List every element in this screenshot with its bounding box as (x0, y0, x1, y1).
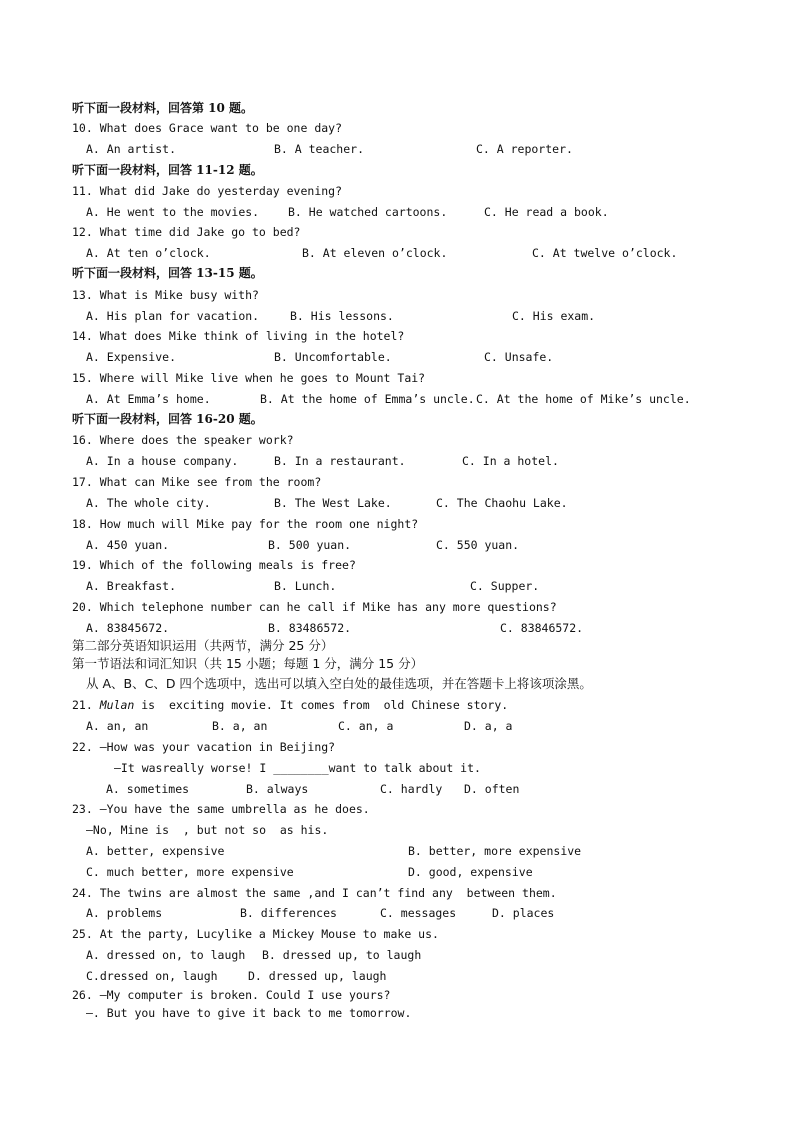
q25-option-b: B. dressed up, to laugh (262, 948, 422, 962)
section-heading-13: 听下面一段材料，回答 13-15 题。 (72, 266, 263, 280)
q18-option-a: A. 450 yuan. (86, 538, 170, 552)
question-13: 13. What is Mike busy with? (72, 288, 259, 302)
q16-option-b: B. In a restaurant. (274, 454, 406, 468)
question-18: 18. How much will Mike pay for the room one night? (72, 517, 419, 531)
q14-option-a: A. Expensive. (86, 350, 177, 364)
q14-option-b: B. Uncomfortable. (274, 350, 392, 364)
question-26-line-1: 26. —My computer is broken. Could I use yours? (72, 988, 391, 1002)
q10-option-a: A. An artist. (86, 142, 177, 156)
q16-option-c: C. In a hotel. (462, 454, 559, 468)
question-16: 16. Where does the speaker work? (72, 433, 294, 447)
q25-option-c: C.dressed on, laugh (86, 969, 218, 983)
q10-option-c: C. A reporter. (476, 142, 573, 156)
q22-option-a: A. sometimes (106, 782, 190, 796)
q18-option-b: B. 500 yuan. (268, 538, 352, 552)
q15-option-c: C. At the home of Mike’s uncle. (476, 392, 691, 406)
q13-option-b: B. His lessons. (290, 309, 394, 323)
q23-option-a: A. better, expensive (86, 844, 225, 858)
question-24: 24. The twins are almost the same ,and I can’t find any between them. (72, 886, 557, 900)
question-23-line-1: 23. —You have the same umbrella as he does. (72, 802, 370, 816)
q12-option-a: A. At ten o’clock. (86, 246, 211, 260)
q18-option-c: C. 550 yuan. (436, 538, 520, 552)
q21-option-a: A. an, an (86, 719, 149, 733)
q24-option-b: B. differences (240, 906, 337, 920)
q23-option-b: B. better, more expensive (408, 844, 582, 858)
question-19: 19. Which of the following meals is free? (72, 558, 356, 572)
question-17: 17. What can Mike see from the room? (72, 475, 322, 489)
q24-option-d: D. places (492, 906, 555, 920)
question-21 (72, 698, 508, 712)
q23-option-c: C. much better, more expensive (86, 865, 294, 879)
q13-option-a: A. His plan for vacation. (86, 309, 260, 323)
q17-option-b: B. The West Lake. (274, 496, 392, 510)
q13-option-c: C. His exam. (512, 309, 596, 323)
q21-rest: is exciting movie. It comes from old Chinese story. (134, 698, 509, 712)
q20-option-b: B. 83486572. (268, 621, 352, 635)
q21-option-b: B. a, an (212, 719, 268, 733)
section-heading-11: 听下面一段材料，回答 11-12 题。 (72, 163, 263, 177)
q21-option-c: C. an, a (338, 719, 394, 733)
q21-number: 21. (72, 698, 100, 712)
q21-option-d: D. a, a (464, 719, 513, 733)
q19-option-b: B. Lunch. (274, 579, 337, 593)
q15-option-b: B. At the home of Emma’s uncle. (260, 392, 475, 406)
question-15: 15. Where will Mike live when he goes to Mount Tai? (72, 371, 426, 385)
q24-option-c: C. messages (380, 906, 457, 920)
q12-option-c: C. At twelve o’clock. (532, 246, 678, 260)
q16-option-a: A. In a house company. (86, 454, 239, 468)
q22-option-b: B. always (246, 782, 309, 796)
section-one-heading: 第一节语法和词汇知识（共 15 小题；每题 1 分，满分 15 分） (72, 656, 424, 671)
question-25: 25. At the party, Lucylike a Mickey Mouse to make us. (72, 927, 439, 941)
q19-option-a: A. Breakfast. (86, 579, 177, 593)
q12-option-b: B. At eleven o’clock. (302, 246, 448, 260)
q20-option-c: C. 83846572. (500, 621, 584, 635)
question-26-line-2: —. But you have to give it back to me tomorrow. (86, 1006, 412, 1020)
question-23-line-2: —No, Mine is , but not so as his. (86, 823, 329, 837)
question-22-line-1: 22. —How was your vacation in Beijing? (72, 740, 336, 754)
section-heading-10: 听下面一段材料，回答第 10 题。 (72, 101, 254, 115)
q20-option-a: A. 83845672. (86, 621, 170, 635)
question-14: 14. What does Mike think of living in the hotel? (72, 329, 405, 343)
q10-option-b: B. A teacher. (274, 142, 365, 156)
q22-option-d: D. often (464, 782, 520, 796)
q11-option-c: C. He read a book. (484, 205, 609, 219)
question-20: 20. Which telephone number can he call if Mike has any more questions? (72, 600, 557, 614)
q19-option-c: C. Supper. (470, 579, 540, 593)
q25-option-d: D. dressed up, laugh (248, 969, 387, 983)
question-10: 10. What does Grace want to be one day? (72, 121, 343, 135)
q11-option-b: B. He watched cartoons. (288, 205, 448, 219)
q15-option-a: A. At Emma’s home. (86, 392, 211, 406)
question-12: 12. What time did Jake go to bed? (72, 225, 301, 239)
question-22-line-2: —It wasreally worse! I ________want to talk about it. (114, 761, 481, 775)
q17-option-a: A. The whole city. (86, 496, 211, 510)
q11-option-a: A. He went to the movies. (86, 205, 260, 219)
q25-option-a: A. dressed on, to laugh (86, 948, 246, 962)
q24-option-a: A. problems (86, 906, 163, 920)
instructions: 从 A、B、C、D 四个选项中，选出可以填入空白处的最佳选项，并在答题卡上将该项涂黑。 (86, 676, 592, 691)
part-two-heading: 第二部分英语知识运用（共两节，满分 25 分） (72, 638, 334, 653)
question-11: 11. What did Jake do yesterday evening? (72, 184, 343, 198)
q23-option-d: D. good, expensive (408, 865, 533, 879)
q17-option-c: C. The Chaohu Lake. (436, 496, 568, 510)
q14-option-c: C. Unsafe. (484, 350, 554, 364)
section-heading-16: 听下面一段材料，回答 16-20 题。 (72, 412, 263, 426)
q22-option-c: C. hardly (380, 782, 443, 796)
q21-movie-title: Mulan (99, 698, 135, 712)
